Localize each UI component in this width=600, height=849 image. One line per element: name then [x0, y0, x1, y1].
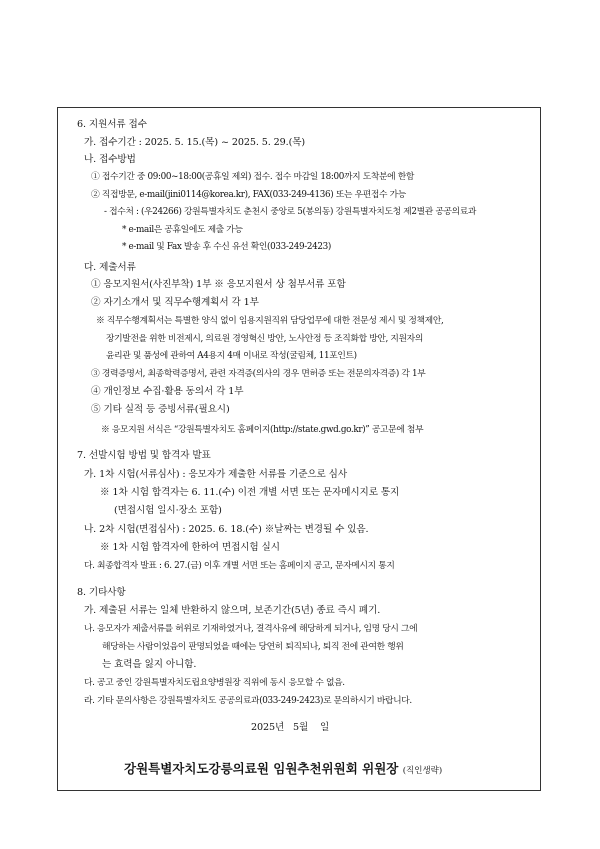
note-email: * e-mail은 공휴일에도 제출 가능	[122, 225, 243, 235]
exam-1-note-1: ※ 1차 시험 합격자는 6. 11.(수) 이전 개별 서면 또는 문자메시지로 통지	[100, 487, 400, 498]
form-note: ※ 응모지원 서식은 “강원특별자치도 홈페이지(http://state.gwd.go.kr)” 공고문에 첨부	[101, 425, 424, 435]
doc-4: ④ 개인정보 수집·활용 동의서 각 1부	[91, 386, 244, 397]
exam-2-note: ※ 1차 시험 합격자에 한하여 면접시험 실시	[100, 542, 280, 553]
docs-title: 다. 제출서류	[84, 262, 136, 273]
application-period: 가. 접수기간 : 2025. 5. 15.(목) ~ 2025. 5. 29.(목)	[84, 137, 306, 148]
section-6-title: 6. 지원서류 접수	[77, 119, 147, 130]
section-7-title: 7. 선발시험 방법 및 합격자 발표	[77, 450, 211, 461]
doc-5: ⑤ 기타 실적 등 증빙서류(필요시)	[91, 404, 230, 415]
doc-2-note-1: ※ 직무수행계획서는 특별한 양식 없이 임용지원직위 담당업무에 대한 전문성 제시 및 정책제안,	[96, 316, 444, 326]
misc-b-3: 는 효력을 잃지 아니함.	[102, 659, 197, 670]
misc-c: 다. 공고 중인 강원특별자치도립요양병원장 직위에 동시 응모할 수 없음.	[84, 678, 345, 688]
seal-note: (직인생략)	[402, 766, 443, 776]
misc-b-1: 나. 응모자가 제출서류를 허위로 기재하였거나, 결격사유에 해당하게 되거나, 임명 당시 그에	[84, 624, 418, 634]
final-result: 다. 최종합격자 발표 : 6. 27.(금) 이후 개별 서면 또는 홈페이지 공고, 문자메시지 통지	[84, 561, 395, 571]
section-8-title: 8. 기타사항	[77, 587, 126, 598]
doc-2: ② 자기소개서 및 직무수행계획서 각 1부	[91, 297, 259, 308]
exam-1-note-2: (면접시험 일시·장소 포함)	[114, 505, 222, 516]
doc-1: ① 응모지원서(사진부착) 1부 ※ 응모지원서 상 첨부서류 포함	[91, 279, 346, 290]
issue-date: 2025년 5월 일	[251, 722, 330, 733]
signer-name: 강원특별자치도강릉의료원 임원추천위원회 위원장	[124, 761, 399, 776]
address: - 접수처 : (우24266) 강원특별자치도 춘천시 중앙로 5(봉의동) 강원특별자치도청 제2별관 공공의료과	[104, 207, 477, 217]
doc-2-note-2: 장기발전을 위한 비전제시, 의료원 경영혁신 방안, 노사안정 등 조직화합 방안, 지원자의	[106, 334, 423, 344]
exam-2: 나. 2차 시험(면접심사) : 2025. 6. 18.(수) ※날짜는 변경될 수 있음.	[84, 524, 369, 535]
signature-line	[124, 763, 442, 777]
doc-3: ③ 경력증명서, 최종학력증명서, 관련 자격증(의사의 경우 면허증 또는 전문의자격증) 각 1부	[91, 369, 426, 379]
method-2: ② 직접방문, e-mail(jini0114@korea.kr), FAX(033-249-4136) 또는 우편접수 가능	[91, 190, 406, 200]
method-title: 나. 접수방법	[84, 154, 136, 165]
note-fax: * e-mail 및 Fax 발송 후 수신 유선 확인(033-249-2423)	[122, 242, 331, 252]
misc-a: 가. 제출된 서류는 일체 반환하지 않으며, 보존기간(5년) 종료 즉시 폐기.	[84, 605, 381, 616]
exam-1: 가. 1차 시험(서류심사) : 응모자가 제출한 서류를 기준으로 심사	[84, 469, 347, 480]
doc-2-note-3: 윤리관 및 품성에 관하여 A4용지 4매 이내로 작성(굴림체, 11포인트)	[106, 351, 357, 361]
misc-d: 라. 기타 문의사항은 강원특별자치도 공공의료과(033-249-2423)로 문의하시기 바랍니다.	[84, 696, 412, 706]
misc-b-2: 해당하는 사람이었음이 판명되었을 때에는 당연히 퇴직되나, 퇴직 전에 관여한 행위	[102, 642, 404, 652]
method-1: ① 접수기간 중 09:00~18:00(공휴일 제외) 접수. 접수 마감일 18:00까지 도착분에 한함	[91, 172, 415, 182]
